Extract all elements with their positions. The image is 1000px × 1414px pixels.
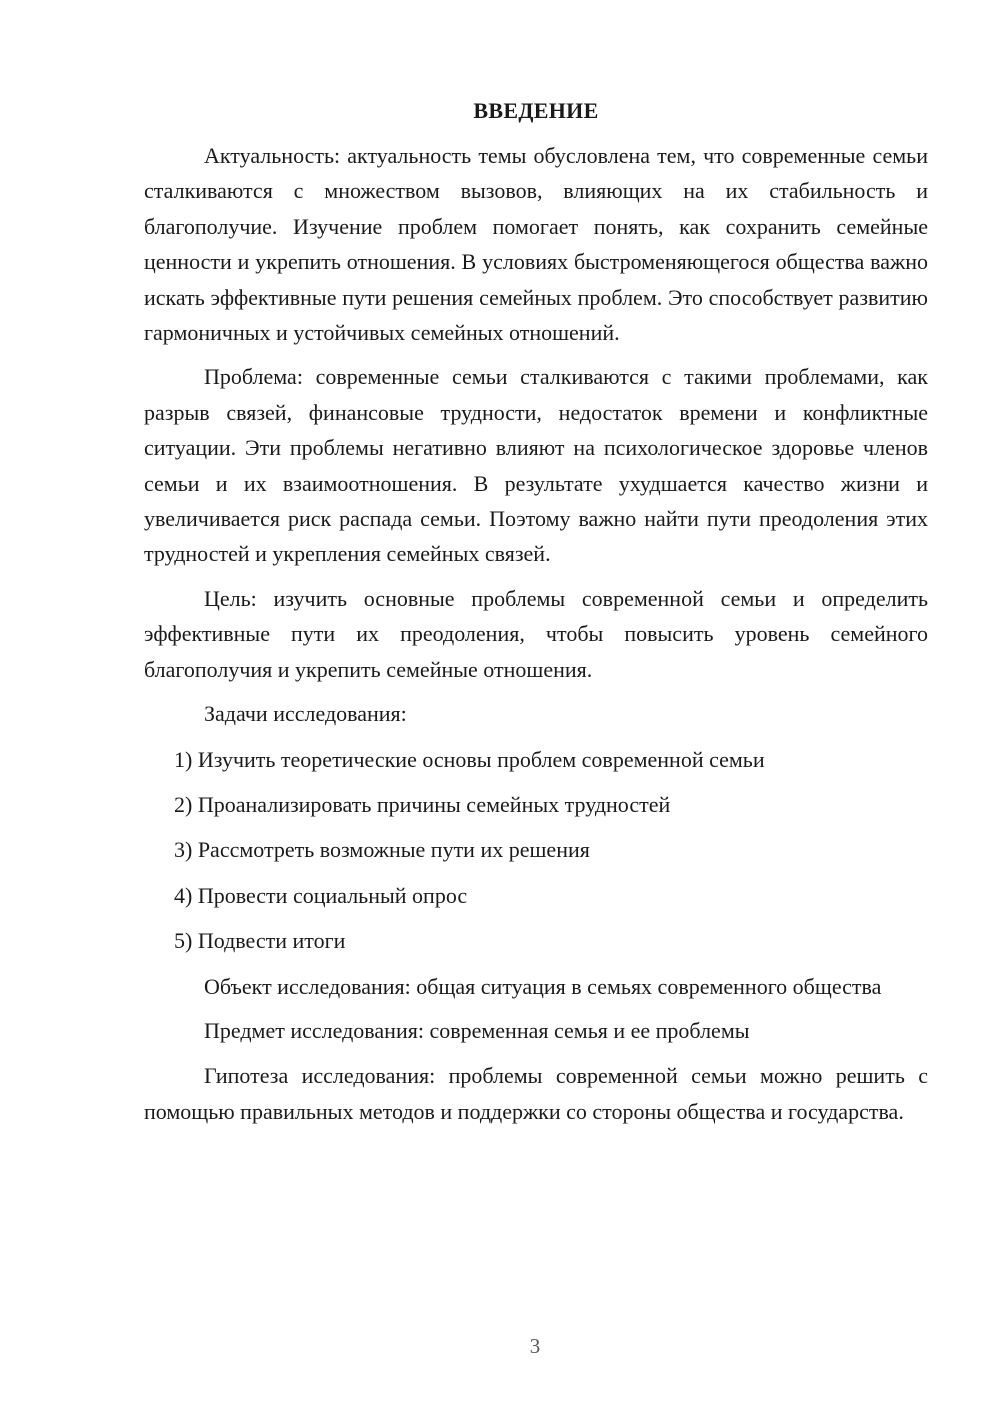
task-item-3: 3) Рассмотреть возможные пути их решения [174,837,590,863]
task-item-5: 5) Подвести итоги [174,928,346,954]
subject-paragraph: Предмет исследования: современная семья и ее проблемы [204,1017,750,1043]
relevance-paragraph: Актуальность: актуальность темы обусловлена тем, что современные семьи сталкиваются с множеством вызовов, влияющих на их стабильность и благополучие. Изучение проблем помогает понять, как сохранить семейные ценности и укрепить отношения. В условиях быстроменяющегося общества важно искать эффективные пути решения семейных проблем. Это способствует развитию гармоничных и устойчивых семейных отношений. [144,143,928,346]
problem-paragraph: Проблема: современные семьи сталкиваются с такими проблемами, как разрыв связей, финансовые трудности, недостаток времени и конфликтные ситуации. Эти проблемы негативно влияют на психологическое здоровье членов семьи и их взаимоотношения. В результате ухудшается качество жизни и увеличивается риск распада семьи. Поэтому важно найти пути преодоления этих трудностей и укрепления семейных связей. [144,364,928,567]
goal-paragraph: Цель: изучить основные проблемы современной семьи и определить эффективные пути их преодоления, чтобы повысить уровень семейного благополучия и укрепить семейные отношения. [144,585,928,682]
section-title: ВВЕДЕНИЕ [473,98,599,123]
tasks-list [144,742,928,959]
task-item-2: 2) Проанализировать причины семейных трудностей [174,791,671,817]
task-item-4: 4) Провести социальный опрос [174,882,468,908]
hypothesis-paragraph: Гипотеза исследования: проблемы современной семьи можно решить с помощью правильных методов и поддержки со стороны общества и государства. [144,1063,928,1124]
task-item-1: 1) Изучить теоретические основы проблем современной семьи [174,746,765,772]
tasks-heading: Задачи исследования: [204,701,407,727]
object-paragraph: Объект исследования: общая ситуация в семьях современного общества [204,973,882,999]
page-number: 3 [529,1334,541,1358]
page-content [144,96,928,1138]
